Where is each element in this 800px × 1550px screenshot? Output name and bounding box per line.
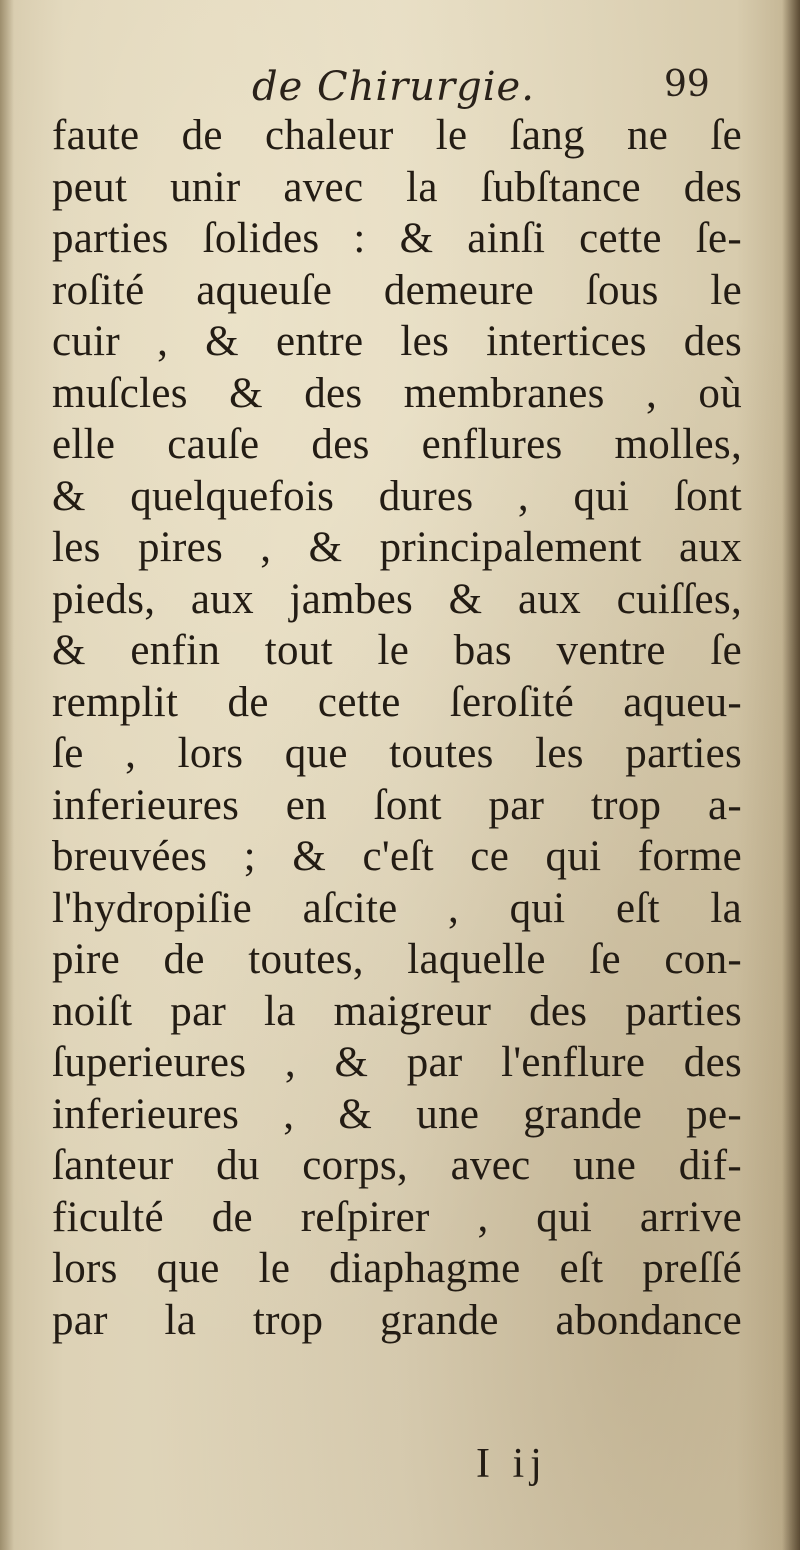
text-line: ſe , lors que toutes les parties bbox=[52, 730, 742, 777]
text-line: remplit de cette ſeroſité aqueu- bbox=[52, 678, 742, 726]
page-edge-right bbox=[782, 0, 800, 1550]
text-line: parties ſolides : & ainſi cette ſe- bbox=[52, 215, 742, 262]
text-line: elle cauſe des enflures molles, bbox=[52, 421, 742, 468]
text-line: l'hydropiſie aſcite , qui eſt la bbox=[52, 884, 742, 932]
text-line: roſité aqueuſe demeure ſous le bbox=[52, 266, 742, 314]
text-line: faute de chaleur le ſang ne ſe bbox=[52, 112, 742, 159]
running-head: de Chirurgie. bbox=[252, 64, 535, 110]
page-header bbox=[0, 56, 800, 116]
body-text bbox=[52, 110, 742, 1346]
text-line: noiſt par la maigreur des parties bbox=[52, 987, 742, 1035]
text-line: cuir , & entre les intertices des bbox=[52, 318, 742, 365]
text-line: ſuperieures , & par l'enflure des bbox=[52, 1039, 742, 1086]
text-line: inferieures , & une grande pe- bbox=[52, 1090, 742, 1138]
text-line: muſcles & des membranes , où bbox=[52, 369, 742, 417]
text-line: lors que le diaphagme eſt preſſé bbox=[52, 1245, 742, 1292]
text-line: ſanteur du corps, avec une dif- bbox=[52, 1142, 742, 1189]
text-line: breuvées ; & c'eſt ce qui forme bbox=[52, 833, 742, 880]
signature-mark: I ij bbox=[476, 1441, 548, 1487]
text-line: peut unir avec la ſubſtance des bbox=[52, 163, 742, 211]
text-line: les pires , & principalement aux bbox=[52, 524, 742, 571]
text-line: ficulté de reſpirer , qui arrive bbox=[52, 1193, 742, 1241]
text-line: pieds, aux jambes & aux cuiſſes, bbox=[52, 575, 742, 623]
text-line: & enfin tout le bas ventre ſe bbox=[52, 627, 742, 674]
text-line: & quelquefois dures , qui ſont bbox=[52, 472, 742, 520]
page-number: 99 bbox=[664, 64, 710, 105]
page-edge-left bbox=[0, 0, 14, 1550]
text-line: pire de toutes, laquelle ſe con- bbox=[52, 936, 742, 983]
text-line: par la trop grande abondance bbox=[52, 1296, 742, 1344]
text-line: inferieures en ſont par trop a- bbox=[52, 781, 742, 829]
